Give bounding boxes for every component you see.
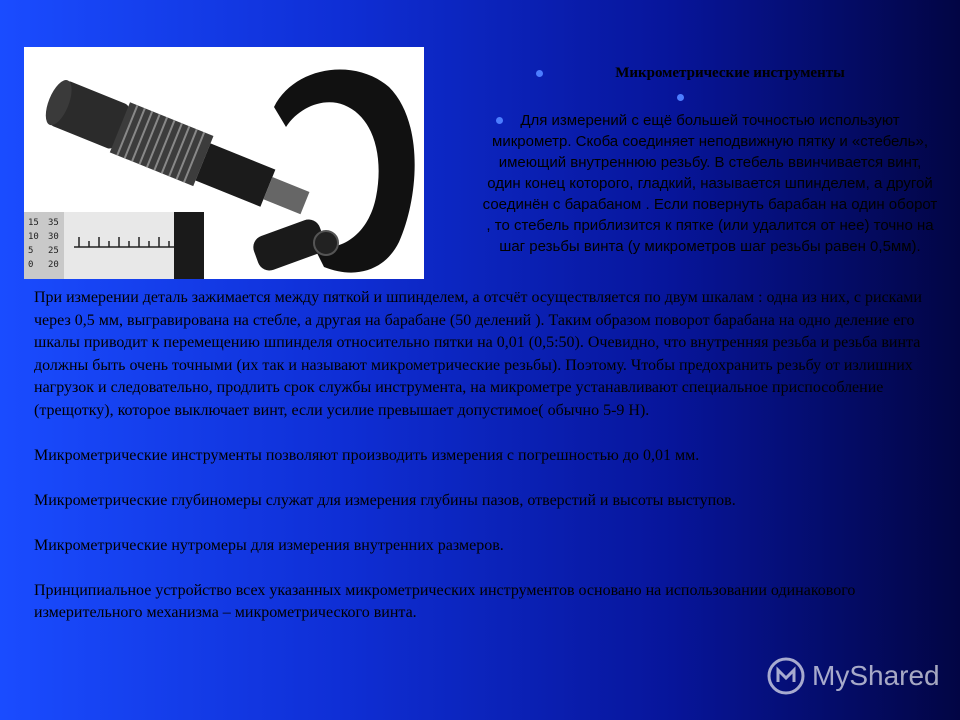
paragraph: Микрометрические инструменты позволяют производить измерения с погрешностью до 0,01 мм. <box>34 446 700 464</box>
paragraph: Микрометрические нутромеры для измерения внутренних размеров. <box>34 536 504 554</box>
micrometer-illustration <box>24 47 424 279</box>
scale-number: 30 <box>48 232 59 242</box>
paragraph: Микрометрические глубиномеры служат для измерения глубины пазов, отверстий и высоты выступов. <box>34 491 736 509</box>
watermark[interactable] <box>766 656 940 696</box>
scale-number: 25 <box>48 246 59 256</box>
scale-number: 35 <box>48 218 59 228</box>
bullet-text: Для измерений с ещё большей точностью используют микрометр. Скоба соединяет неподвижную пятку и «стебель», имеющий внутреннюю резьбу. В стебель ввинчивается винт, один конец которого, гладкий, называется шпинделем, а другой соединён с барабаном . Если повернуть барабан на один оборот , то стебель приблизится к пятке (или удалится от нее) точно на шаг резьбы винта (у микрометров шаг резьбы равен 0,5мм). <box>482 112 938 255</box>
paragraph: Принципиальное устройство всех указанных микрометрических инструментов основано на использовании одинакового измерительного механизма – микрометрического винта. <box>34 581 856 621</box>
scale-number: 5 <box>28 246 34 256</box>
bullet-dot <box>536 70 543 77</box>
bullet-dot <box>677 94 684 101</box>
main-text <box>34 287 950 647</box>
paragraph: При измерении деталь зажимается между пяткой и шпинделем, а отсчёт осуществляется по двум шкалам : одна из них, с рисками через 0,5 мм, выгравирована на стебле, а другая на барабане (50 делений ). Таким образом поворот барабана на одно деление его шкалы приводит к перемещению шпинделя относительно пятки на 0,01 (0,5:50). Очевидно, что внутренняя резьба и резьба винта должны быть очень точными (их так и называют микрометрические резьбы). Поэтому. Чтобы предохранить резьбу от излишних нагрузок и следовательно, продлить срок службы инструмента, на микрометре устанавливают специальное приспособление (трещотку), которое выключает винт, если усилие превышает допустимое( обычно 5-9 Н). <box>34 289 922 419</box>
scale-number: 15 <box>28 218 39 228</box>
watermark-text: MyShared <box>812 660 940 691</box>
scale-number: 10 <box>28 232 39 242</box>
micrometer-photo <box>24 47 424 279</box>
slide-title: Микрометрические инструменты <box>615 65 845 81</box>
myshared-logo-icon <box>766 656 806 696</box>
scale-number: 20 <box>48 260 59 270</box>
scale-number: 0 <box>28 260 34 270</box>
